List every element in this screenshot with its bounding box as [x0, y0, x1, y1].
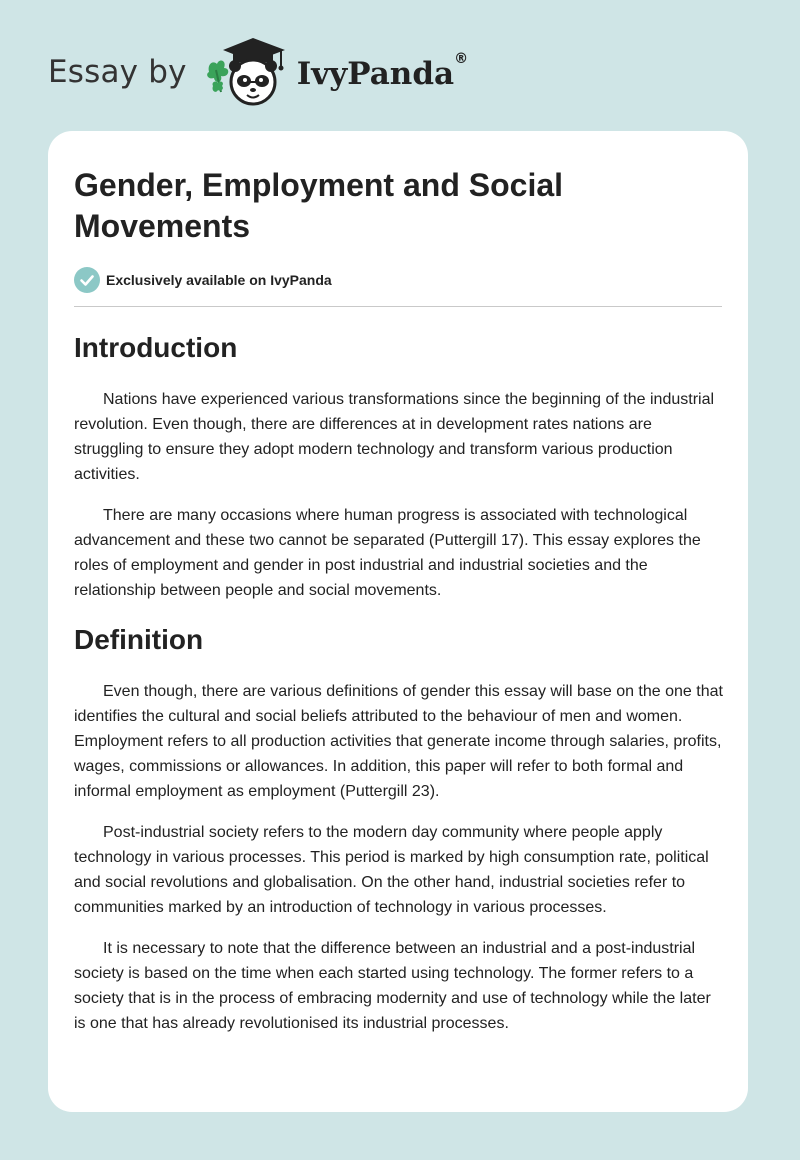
paragraph: Nations have experienced various transformations since the beginning of the industrial revolution. Even though, there are differences at in development rates nations are struggling to ensure they adopt modern technology and transform various production activities.	[74, 391, 715, 483]
trademark-symbol: ®	[454, 50, 469, 67]
exclusive-badge-text: Exclusively available on IvyPanda	[106, 272, 332, 288]
check-circle-icon	[74, 267, 100, 293]
paragraph: Post-industrial society refers to the modern day community where people apply technology in various processes. This period is marked by high consumption rate, political and social revolutions and globalisation. On the other hand, industrial societies refer to communities marked by an introduction of technology in various processes.	[74, 824, 709, 916]
ivy-leaf-icon	[207, 61, 228, 92]
brand-text: IvyPanda	[296, 56, 455, 92]
site-header	[48, 36, 468, 108]
section-heading: Introduction	[74, 332, 238, 363]
paragraph: Even though, there are various definitions of gender this essay will base on the one that identifies the cultural and social beliefs attributed to the behaviour of men and women. Employment refers to all production activities that generate income through salaries, profits, wages, commissions or allowances. In addition, this paper will refer to both formal and informal employment as employment (Puttergill 23).	[74, 683, 723, 800]
essay-card	[48, 131, 748, 1112]
paragraph: There are many occasions where human progress is associated with technological advancement and these two cannot be separated (Puttergill 17). This essay explores the roles of employment and gender in post industrial and industrial societies and the relationship between people and social movements.	[74, 507, 701, 599]
section-definition	[74, 623, 724, 1036]
essay-by-label: Essay by	[48, 54, 187, 90]
section-heading: Definition	[74, 624, 204, 655]
paragraph: It is necessary to note that the difference between an industrial and a post-industrial society is based on the time when each started using technology. The former refers to a society that is in the process of embracing modernity and use of technology while the later is one that has already revolutionised its industrial processes.	[74, 940, 711, 1032]
essay-content	[74, 165, 724, 1036]
exclusive-badge	[74, 267, 724, 293]
essay-title: Gender, Employment and Social Movements	[74, 167, 564, 244]
title-divider	[74, 306, 722, 307]
section-introduction	[74, 331, 724, 603]
brand-name[interactable]	[296, 50, 469, 92]
panda-graduate-icon	[205, 36, 291, 108]
